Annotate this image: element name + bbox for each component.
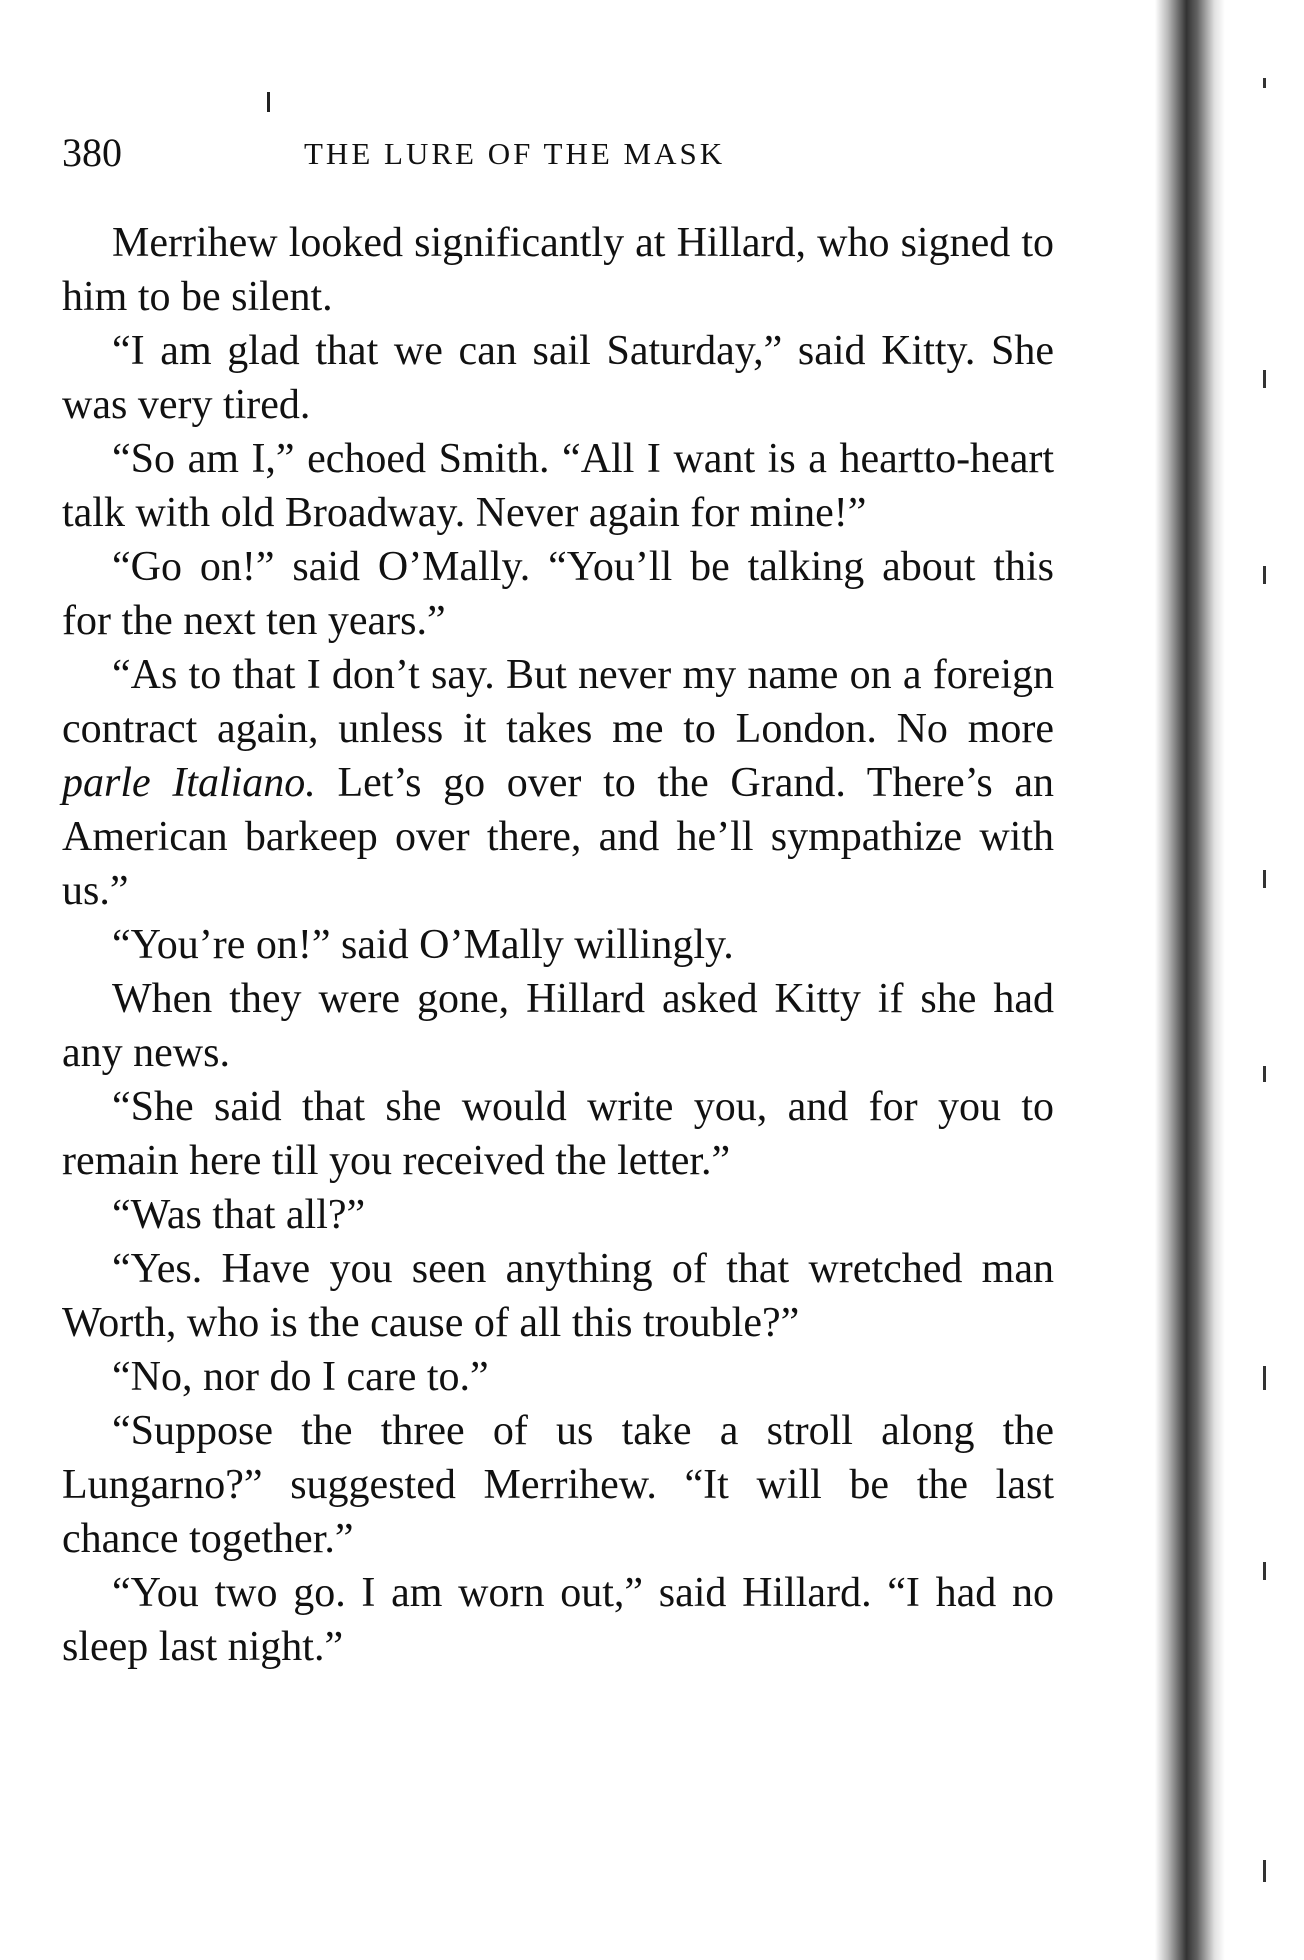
italic-phrase: parle Italiano. — [62, 760, 316, 806]
paragraph: “No, nor do I care to.” — [112, 1354, 489, 1400]
edge-mark — [1263, 1860, 1266, 1882]
running-head — [62, 128, 1052, 178]
edge-mark — [1263, 370, 1266, 388]
page-number: 380 — [62, 130, 122, 175]
paragraph-text: “As to that I don’t say. But never my name on a foreign contract again, unless it takes me to London. No more — [62, 652, 1054, 752]
paragraph — [62, 648, 1054, 918]
edge-mark — [1263, 566, 1266, 584]
paragraph-text: Let’s go over to the Grand. There’s an American barkeep over there, and he’ll sympathize with us.” — [62, 760, 1054, 914]
paragraph: When they were gone, Hillard asked Kitty if she had any news. — [62, 976, 1054, 1076]
paragraph: “I am glad that we can sail Saturday,” said Kitty. She was very tired. — [62, 328, 1054, 428]
body-text — [62, 216, 1054, 1674]
edge-mark — [1263, 870, 1266, 888]
running-title: THE LURE OF THE MASK — [304, 136, 726, 171]
edge-mark — [1263, 1562, 1266, 1580]
stray-mark — [267, 92, 270, 112]
binding-shadow — [1155, 0, 1225, 1960]
paragraph: Merrihew looked significantly at Hillard, who signed to him to be silent. — [62, 220, 1054, 320]
paragraph: “Go on!” said O’Mally. “You’ll be talking about this for the next ten years.” — [62, 544, 1054, 644]
paragraph: “You two go. I am worn out,” said Hillard. “I had no sleep last night.” — [62, 1570, 1054, 1670]
edge-mark — [1263, 78, 1266, 88]
paragraph: “She said that she would write you, and for you to remain here till you received the letter.” — [62, 1084, 1054, 1184]
paragraph: “Yes. Have you seen anything of that wretched man Worth, who is the cause of all this trouble?” — [62, 1246, 1054, 1346]
paragraph: “So am I,” echoed Smith. “All I want is a heartto-heart talk with old Broadway. Never again for mine!” — [62, 436, 1054, 536]
paragraph: “Suppose the three of us take a stroll along the Lungarno?” suggested Merrihew. “It will be the last chance together.” — [62, 1408, 1054, 1562]
paragraph: “You’re on!” said O’Mally willingly. — [112, 922, 734, 968]
edge-mark — [1263, 1366, 1266, 1390]
paragraph: “Was that all?” — [112, 1192, 366, 1238]
edge-mark — [1263, 1066, 1266, 1082]
